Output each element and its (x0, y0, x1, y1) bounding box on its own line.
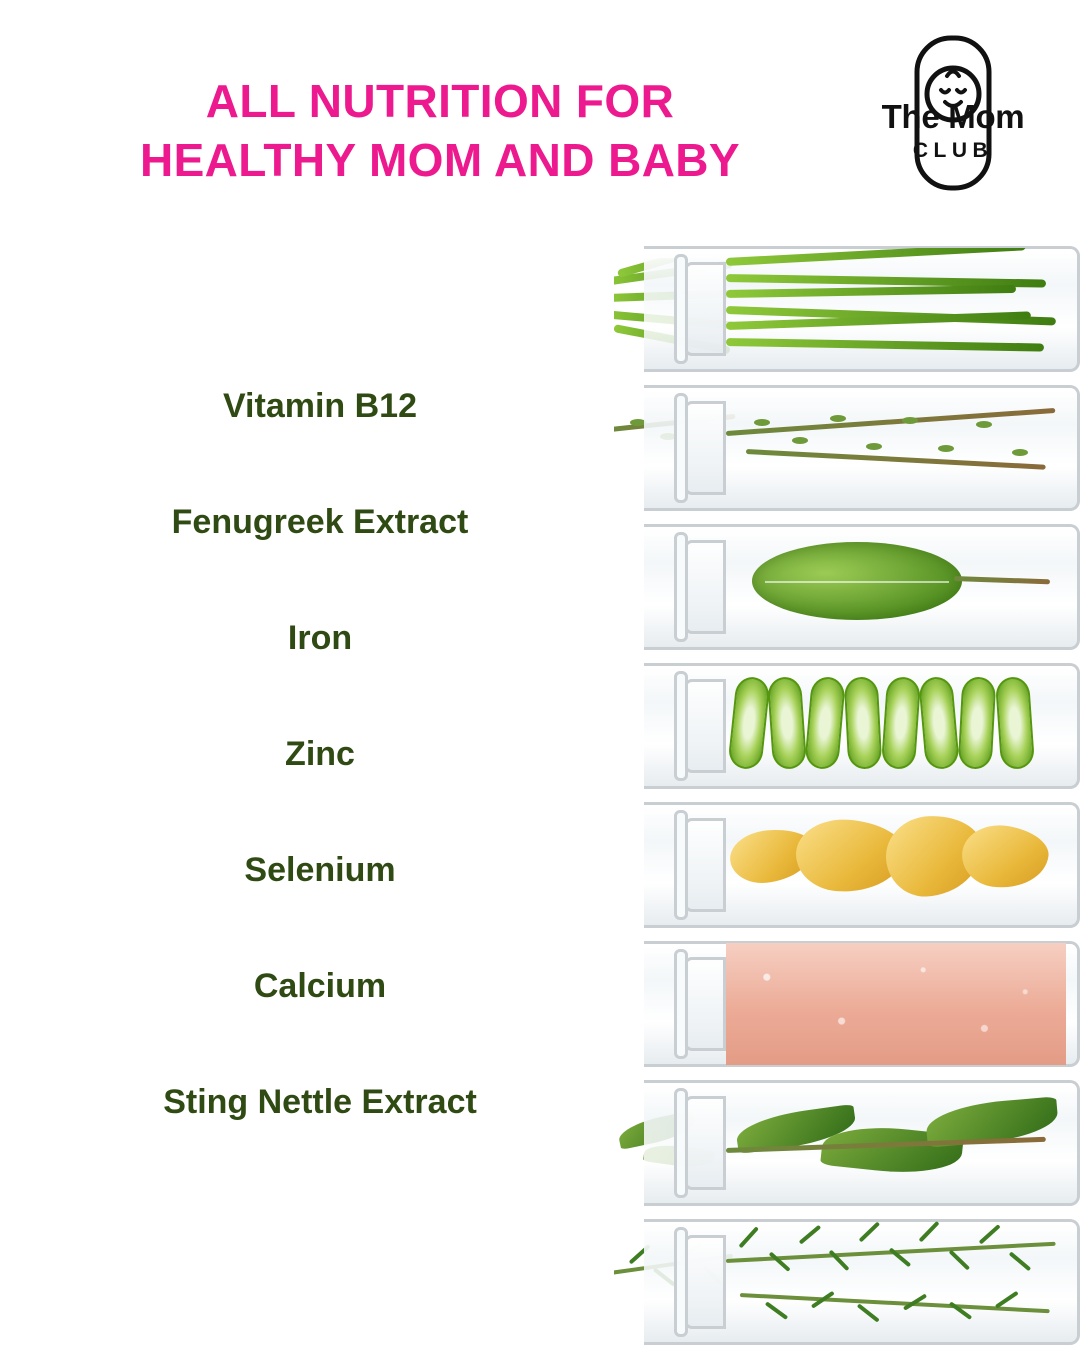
pink-salt-contents (726, 943, 1066, 1065)
jar-lip (674, 532, 688, 642)
wheatgrass-contents (726, 248, 1066, 370)
ingredient-vitamin-b12: Vitamin B12 (222, 387, 417, 425)
bottle-thyme (614, 379, 1080, 517)
jar-neck (684, 1235, 726, 1329)
jar-neck (684, 957, 726, 1051)
ingredient-selenium: Selenium (244, 851, 396, 889)
ingredient-fenugreek-extract: Fenugreek Extract (171, 503, 469, 541)
jar-neck (684, 1096, 726, 1190)
brand-name: The Mom (881, 98, 1025, 135)
jar-neck (684, 262, 726, 356)
bay-leaves-contents (726, 1082, 1066, 1204)
jar-neck (684, 679, 726, 773)
jar-lip (674, 810, 688, 920)
jar-neck (684, 818, 726, 912)
bottle-stack-image (614, 240, 1080, 1350)
ingredient-zinc: Zinc (285, 735, 355, 773)
headline-line-2: HEALTHY MOM AND BABY (139, 133, 741, 186)
brand-wordmark (868, 100, 1038, 161)
brand-logo (868, 32, 1038, 197)
jar-lip (674, 393, 688, 503)
bottle-pink-salt (614, 935, 1080, 1073)
cucumber-contents (726, 665, 1066, 787)
bottle-wheatgrass (614, 240, 1080, 378)
pink-salt-fill (726, 943, 1066, 1065)
jar-neck (684, 401, 726, 495)
ingredient-sting-nettle-extract: Sting Nettle Extract (163, 1083, 477, 1121)
bottle-sage-leaf (614, 518, 1080, 656)
bottle-cucumber (614, 657, 1080, 795)
jar-lip (674, 254, 688, 364)
rosemary-contents (726, 1221, 1066, 1343)
jar-lip (674, 671, 688, 781)
page-title (40, 72, 840, 190)
thyme-contents (726, 387, 1066, 509)
ingredient-iron: Iron (287, 619, 353, 657)
jar-neck (684, 540, 726, 634)
bottle-rosemary (614, 1213, 1080, 1350)
sage-leaf-icon (752, 542, 962, 620)
ingredient-list (0, 348, 640, 1160)
jar-lip (674, 1227, 688, 1337)
ingredient-calcium: Calcium (253, 967, 387, 1005)
bottle-ginger (614, 796, 1080, 934)
ginger-contents (726, 804, 1066, 926)
bottle-bay-leaves (614, 1074, 1080, 1212)
brand-subtitle: CLUB (912, 139, 994, 162)
headline-line-1: ALL NUTRITION FOR (205, 75, 675, 127)
jar-lip (674, 949, 688, 1059)
sage-leaf-contents (726, 526, 1066, 648)
jar-lip (674, 1088, 688, 1198)
